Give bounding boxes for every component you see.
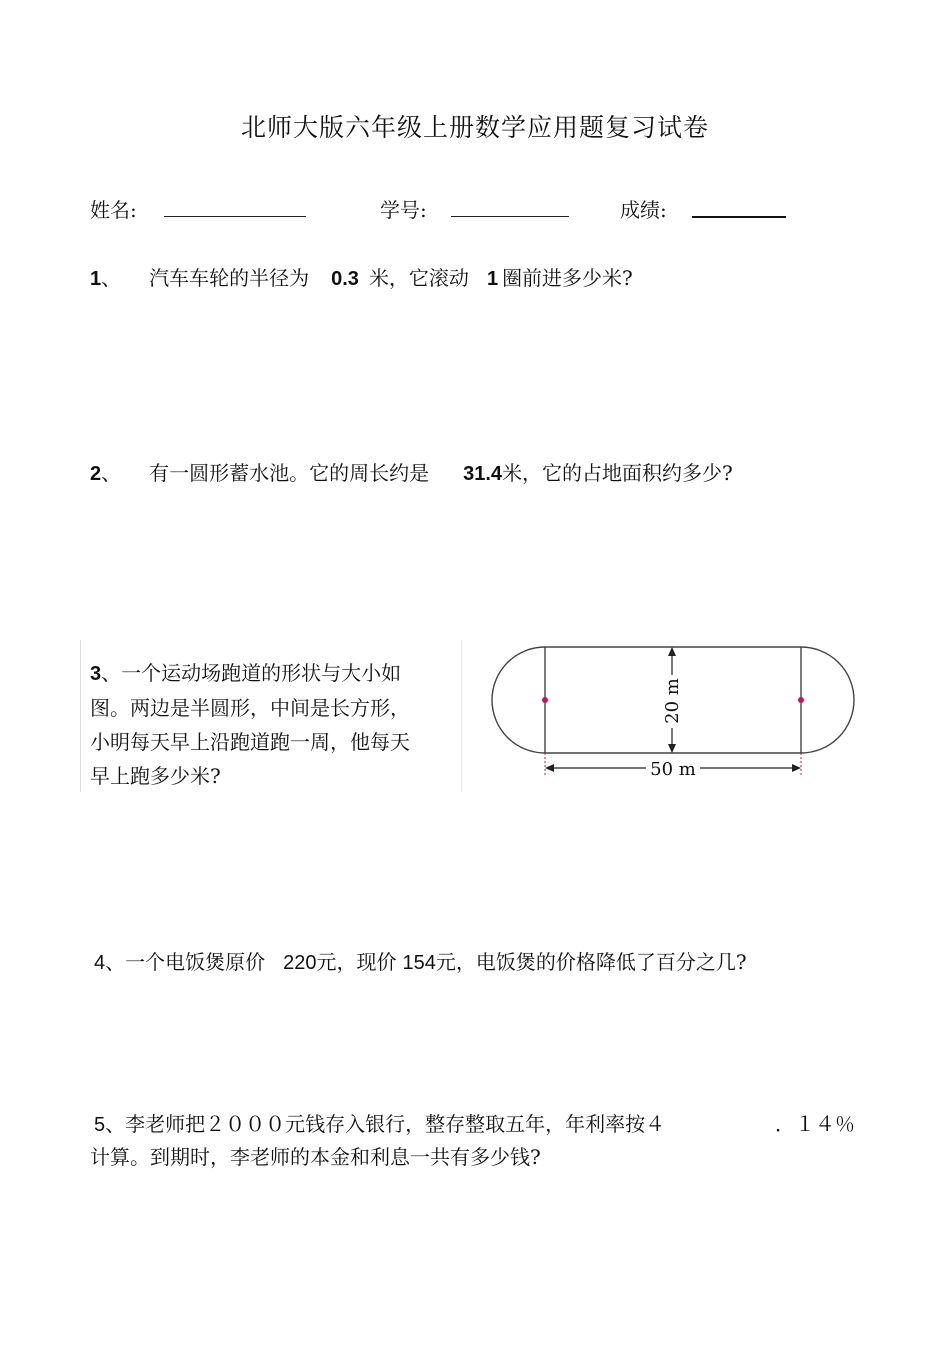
score-label: 成绩:: [620, 198, 667, 222]
question-number: 1: [90, 268, 102, 290]
name-field[interactable]: [164, 216, 306, 217]
question-number: 4: [94, 952, 106, 974]
student-id-field[interactable]: [451, 216, 569, 217]
question-5-rate: ．１４％: [775, 1112, 855, 1136]
question-number: 5: [94, 1114, 106, 1136]
page-title: 北师大版六年级上册数学应用题复习试卷: [240, 113, 709, 142]
height-label: 20 m: [662, 678, 683, 724]
question-number: 3: [90, 663, 102, 685]
width-label: 50 m: [650, 759, 696, 780]
question-4: 4、一个电饭煲原价 220元，现价 154元，电饭煲的价格降低了百分之几?: [94, 950, 747, 974]
question-5-line-1: 5、李老师把２０００元钱存入银行，整存整取五年，年利率按４: [94, 1112, 666, 1136]
question-5-line-2: 计算。到期时，李老师的本金和利息一共有多少钱?: [90, 1145, 541, 1169]
question-number: 2: [90, 463, 102, 485]
right-center-dot: [798, 697, 804, 703]
score-field[interactable]: [692, 216, 786, 218]
left-center-dot: [542, 697, 548, 703]
name-label: 姓名:: [90, 198, 137, 222]
question-1: 1、 汽车车轮的半径为 0.3 米，它滚动 1 圈前进多少米?: [90, 266, 633, 290]
question-2: 2、 有一圆形蓄水池。它的周长约是 31.4米，它的占地面积约多少?: [90, 461, 733, 485]
question-3: 3、一个运动场跑道的形状与大小如 图。两边是半圆形，中间是长方形， 小明每天早上沿跑道跑一周，他每天 早上跑多少米?: [90, 661, 410, 788]
track-figure: [488, 640, 868, 790]
student-id-label: 学号:: [380, 198, 427, 222]
